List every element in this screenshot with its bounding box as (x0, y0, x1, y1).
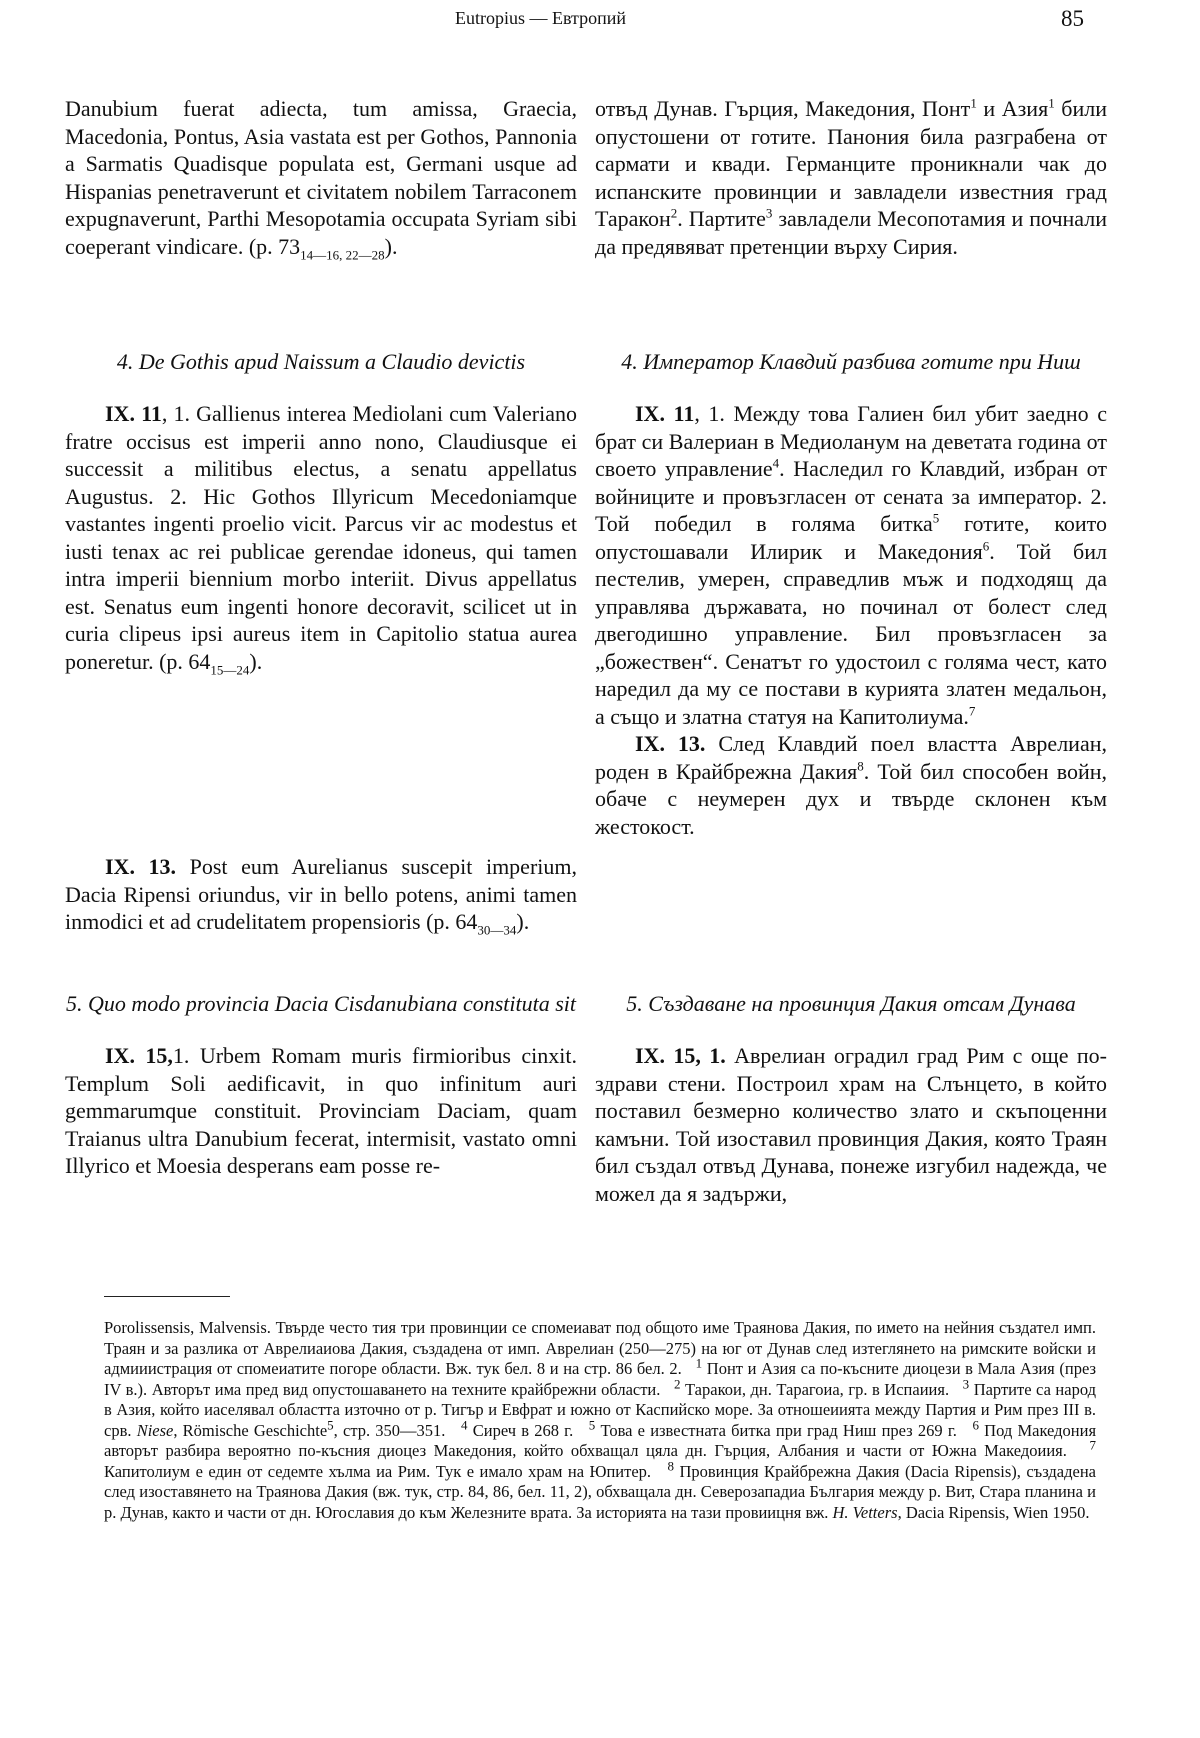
latin-column-block-4 (65, 990, 577, 1180)
bulgarian-paragraph: IX. 15, 1. Аврелиан оградил град Рим с още по-здрави стени. Построил храм на Слънцето, в който поставил безмерно количество злато и скъпоценни камъни. Той изоставил провинция Дакия, която Траян бил създал отвъд Дунава, понеже изгубил надежда, че можел да я задържи, (595, 1043, 1108, 1206)
footnote-divider (104, 1296, 230, 1297)
footnotes: Porolissensis, Malvensis. Твърде често тия три провинции се спомеиават под общото име Траянова Дакия, по името на нейния създател имп. Траян и за разлика от Аврелиаиова Дакия, създадена от имп. Аврелиан (250—275) на юг от Дунав след изтеглянето на римските войски и адмииистрация от спомеиатите погоре области. Вж. тук бел. 8 и на стр. 86 бел. 2. $^1$ Понт и Азия са по-късните диоцези в Мала Азия (през IV в.). Авторът има пред вид опустошаването на техните крайбрежни области. $^2$ Таракои, дн. Тарагоиа, гр. в Испаиия. $^3$ Партите са народ в Азия, който иаселявал областта източно от р. Тигър и Евфрат и южно от Каспийско море. За отношеиията между Партия и Рим през III в. срв. Niese, Römische Geschichte$^5$, стр. 350—351. $^4$ Сиреч в 268 г. $^5$ Това е известната битка при град Ниш през 269 г. $^6$ Под Македония авторът разбира вероятно по-късния диоцез Македония, който обхващал цяла дн. Гърция, Албания и части от Южна Македоиия. $^7$ Капитолиум е един от седемте хълма иа Рим. Тук е имало храм на Юпитер. $^8$ Провинция Крайбрежна Дакия (Dacia Ripensis), създадена след изоставянето на Траянова Дакия (вж. тук, стр. 84, 86, бел. 11, 2), обхващала дн. Северозападиа България между р. Вит, Стара планина и р. Дунав, както и части от дн. Югославия до към Железните врата. За историята на тази провиицня вж. H. Vetters, Dacia Ripensis, Wien 1950. (104, 1318, 1097, 1522)
bulgarian-column-block-3 (595, 990, 1107, 1207)
chapter-ref: IX. 13. (105, 854, 177, 879)
latin-paragraph: IX. 15,1. Urbem Romam muris firmioribus cinxit. Templum Soli aedificavit, in quo infinitum auri gemmarumque constituit. Provinciam Daciam, quam Traianus ultra Danubium fecerat, intermisit, vastato omni Illyrico et Moesia desperans eam posse re- (65, 1043, 577, 1178)
latin-paragraph: Danubium fuerat adiecta, tum amissa, Graecia, Macedonia, Pontus, Asia vastata est per Gothos, Pannonia a Sarmatis Quadisque populata est, Germani usque ad Hispanias penetraverunt et civitatem nobilem Tarraconem expugnaverunt, Parthi Mesopotamia occupata Syriam sibi coeperant vindicare. (p. $73_{14—16, 22—28}$). (65, 96, 577, 262)
section-heading-4-bulgarian: 4. Император Клавдий разбива готите при Ниш (621, 349, 1081, 374)
running-title: Eutropius — Евтропий (455, 8, 627, 28)
chapter-ref: IX. 15, (105, 1043, 173, 1068)
chapter-ref: IX. 13. (635, 731, 706, 756)
bulgarian-column-block-2 (595, 348, 1107, 840)
latin-column-block-2 (65, 348, 577, 675)
latin-paragraph: IX. 13. Post eum Aurelianus suscepit imperium, Dacia Ripensi oriundus, vir in bello potens, animi tamen inmodici et ad crudelitatem propensioris (p. $64_{30—34}$). (65, 854, 577, 938)
bulgarian-paragraph: IX. 13. След Клавдий поел властта Аврелиан, роден в Крайбрежна Дакия$^8$. Той бил способен войн, обаче с неумерен дух и твърде склонен към жестокост. (595, 731, 1107, 839)
page-number: 85 (1061, 6, 1084, 31)
footnote-3: Партите са народ в Азия, който иаселявал областта източно от р. Тигър и Евфрат и южно от Каспийско море. За отношеиията между Партия и Рим през III в. срв. Niese, Römische Geschichte$^5$, стр. 350—351. (104, 1379, 1097, 1440)
footnote-6: Под Македония авторът разбира вероятно по-късния диоцез Македония, който обхващал цяла дн. Гърция, Албания и части от Южна Македоиия. (104, 1420, 1097, 1460)
chapter-ref: IX. 15, 1. (635, 1043, 726, 1068)
section-heading-5-latin: 5. Quo modo provincia Dacia Cisdanubiana constituta sit (65, 991, 577, 1016)
section-heading-5-bulgarian: 5. Създаване на провинция Дакия отсам Дунава (626, 991, 1076, 1016)
section-heading-4-latin: 4. De Gothis apud Naissum a Claudio devictis (116, 349, 526, 374)
running-header (0, 8, 1200, 48)
latin-column-block-1 (65, 95, 577, 260)
footnote-8: Провинция Крайбрежна Дакия (Dacia Ripensis), създадена след изоставянето на Траянова Дакия (вж. тук, стр. 84, 86, бел. 11, 2), обхващала дн. Северозападиа България между р. Вит, Стара планина и р. Дунав, както и части от дн. Югославия до към Железните врата. За историята на тази провиицня вж. H. Vetters, Dacia Ripensis, Wien 1950. (104, 1461, 1097, 1522)
footnote-1: Понт и Азия са по-късните диоцези в Мала Азия (през IV в.). Авторът има пред вид опустошаването на техните крайбрежни области. (104, 1359, 1097, 1399)
bulgarian-paragraph: отвъд Дунав. Гърция, Македония, Понт$^1$ и Азия$^1$ били опустошени от готите. Панония била разграбена от сармати и квади. Германците проникнали чак до испанските провинции и завладели известния град Таракон$^2$. Партите$^3$ завладели Месопотамия и почнали да предявяват претенции върху Сирия. (595, 95, 1108, 259)
footnote-5: Това е известната битка при град Ниш през 269 г. (600, 1420, 957, 1440)
latin-column-block-3 (65, 853, 577, 936)
chapter-ref: IX. 11 (105, 401, 162, 426)
footnote-continuation: Porolissensis, Malvensis. Твърде често тия три провинции се спомеиават под общото име Траянова Дакия, по името на нейния създател имп. Траян и за разлика от Аврелиаиова Дакия, създадена от имп. Аврелиан (250—275) на юг от Дунав след изтеглянето на римските войски и адмииистрация от спомеиатите погоре области. Вж. тук бел. 8 и на стр. 86 бел. 2. (104, 1318, 1096, 1378)
bulgarian-paragraph: IX. 11, 1. Между това Галиен бил убит заедно с брат си Валериан в Медиоланум на деветата година от своето управление$^4$. Наследил го Клавдий, избран от войниците и провъзгласен от сената за император. 2. Той победил в голяма битка$^5$ готите, които опустошавали Илирик и Македония$^6$. Той бил пестелив, умерен, справедлив мъж и подходящ да управлява държавата, но починал от болест след двегодишно управление. Бил провъзгласен за „божествен“. Сенатът го удостоил с голяма чест, като наредил да му се постави в курията златен медальон, а също и златна статуя на Капитолиума.$^7$ (595, 401, 1108, 729)
latin-paragraph: IX. 11, 1. Gallienus interea Mediolani cum Valeriano fratre occisus est imperii anno nono, Claudiusque ei successit a militibus electus, a senatu appellatus Augustus. 2. Hic Gothos Illyricum Mecedoniamque vastantes ingenti proelio vicit. Parcus vir ac modestus et iusti tenax ac rei publicae gerendae idoneus, qui tamen intra imperii biennium morbo interiit. Divus appellatus est. Senatus eum ingenti honore decoravit, scilicet ut in curia clipeus ipsi aureus item in Capitolio statua aurea poneretur. (p. $64_{15—24}$). (65, 401, 577, 677)
footnote-7: Капитолиум е един от седемте хълма иа Рим. Тук е имало храм на Юпитер. (104, 1461, 652, 1481)
footnote-2: Таракои, дн. Тарагоиа, гр. в Испаиия. (685, 1379, 950, 1399)
footnote-4: Сиреч в 268 г. (472, 1420, 574, 1440)
chapter-ref: IX. 11 (635, 401, 695, 426)
bulgarian-column-block-1 (595, 95, 1107, 260)
